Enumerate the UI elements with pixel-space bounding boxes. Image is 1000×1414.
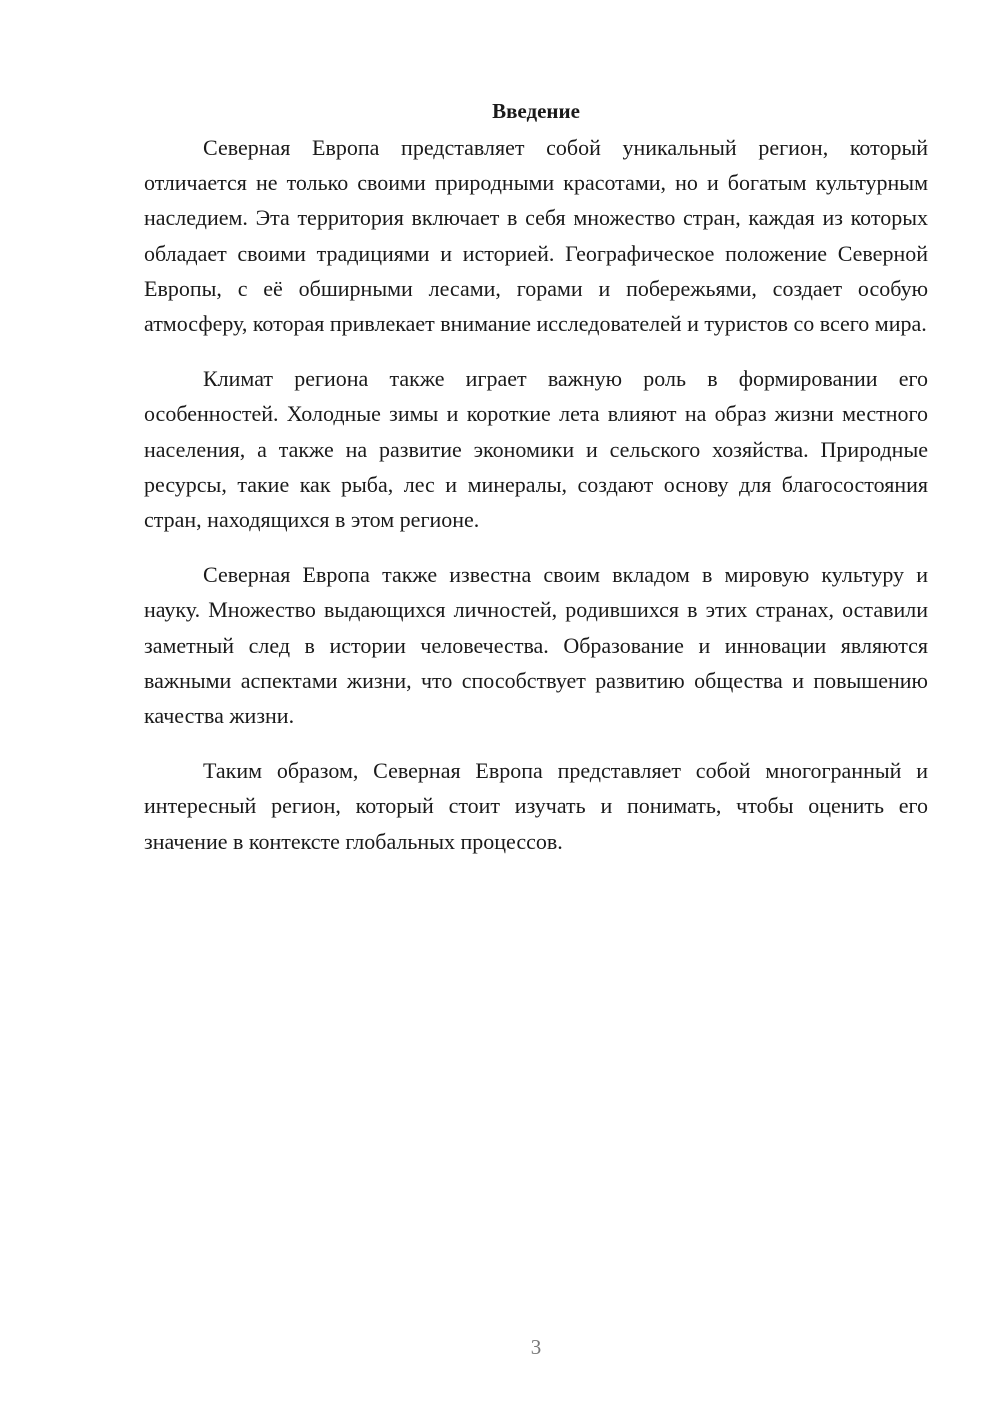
page-content — [144, 96, 928, 879]
paragraph-3: Северная Европа также известна своим вкладом в мировую культуру и науку. Множество выдающихся личностей, родившихся в этих странах, оставили заметный след в истории человечества. Образование и инновации являются важными аспектами жизни, что способствует развитию общества и повышению качества жизни. — [144, 562, 928, 729]
page-number: 3 — [530, 1335, 542, 1359]
paragraph-2: Климат региона также играет важную роль в формировании его особенностей. Холодные зимы и короткие лета влияют на образ жизни местного населения, а также на развитие экономики и сельского хозяйства. Природные ресурсы, такие как рыба, лес и минералы, создают основу для благосостояния стран, находящихся в этом регионе. — [144, 366, 928, 533]
paragraph-4: Таким образом, Северная Европа представляет собой многогранный и интересный регион, который стоит изучать и понимать, чтобы оценить его значение в контексте глобальных процессов. — [144, 758, 928, 854]
section-title: Введение — [492, 99, 580, 123]
paragraph-1: Северная Европа представляет собой уникальный регион, который отличается не только своими природными красотами, но и богатым культурным наследием. Эта территория включает в себя множество стран, каждая из которых обладает своими традициями и историей. Географическое положение Северной Европы, с её обширными лесами, горами и побережьями, создает особую атмосферу, которая привлекает внимание исследователей и туристов со всего мира. — [144, 135, 928, 337]
